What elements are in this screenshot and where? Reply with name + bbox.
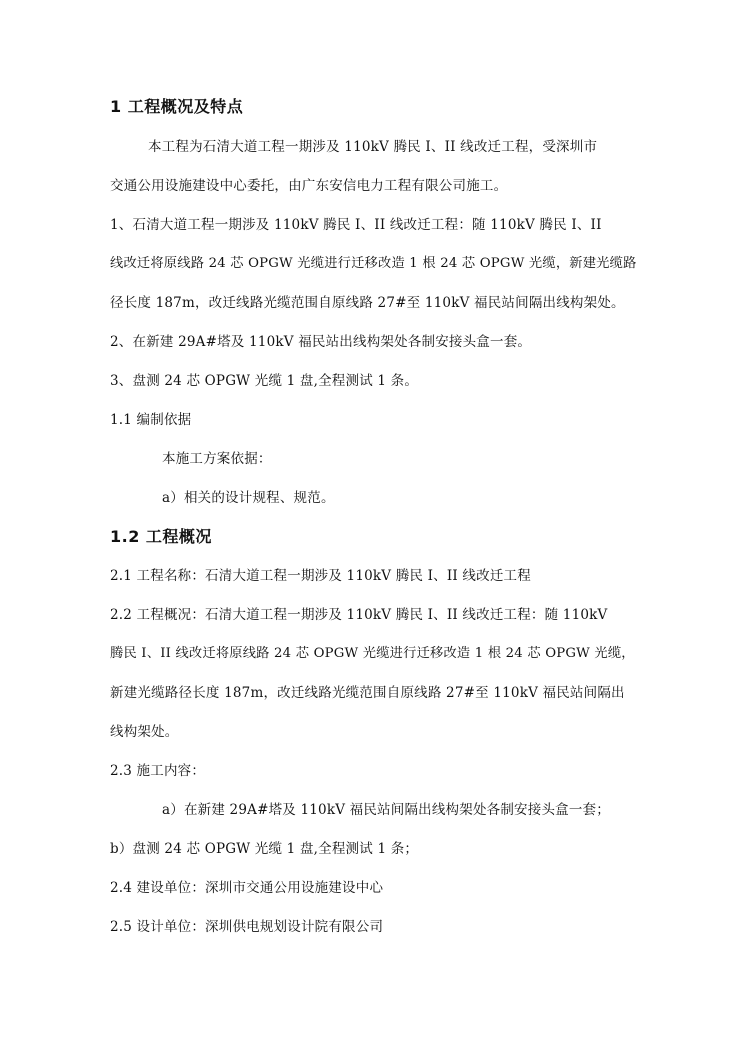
- item-1-line-1: 1、石清大道工程一期涉及 110kV 腾民 I、II 线改迁工程：随 110kV 腾民 I、II: [110, 217, 602, 233]
- item-1-line-3: 径长度 187m，改迁线路光缆范围自原线路 27#至 110kV 福民站间隔出线构架处。: [110, 295, 625, 311]
- project-name: 2.1 工程名称：石清大道工程一期涉及 110kV 腾民 I、II 线改迁工程: [110, 568, 531, 584]
- construction-content-b: b）盘测 24 芯 OPGW 光缆 1 盘,全程测试 1 条；: [110, 841, 419, 857]
- design-unit: 2.5 设计单位：深圳供电规划设计院有限公司: [110, 919, 384, 935]
- basis-item-a: a）相关的设计规程、规范。: [162, 490, 335, 506]
- item-3: 3、盘测 24 芯 OPGW 光缆 1 盘,全程测试 1 条。: [110, 373, 419, 389]
- basis-intro: 本施工方案依据：: [162, 451, 272, 467]
- intro-paragraph-line-1: 本工程为石清大道工程一期涉及 110kV 腾民 I、II 线改迁工程，受深圳市: [148, 139, 598, 155]
- project-overview-line-3: 新建光缆路径长度 187m，改迁线路光缆范围自原线路 27#至 110kV 福民站间隔出: [110, 685, 625, 701]
- project-overview-line-1: 2.2 工程概况：石清大道工程一期涉及 110kV 腾民 I、II 线改迁工程：随 110kV: [110, 607, 608, 623]
- project-overview-line-4: 线构架处。: [110, 724, 179, 740]
- construction-content-label: 2.3 施工内容：: [110, 763, 206, 779]
- section-1-2-heading: 1.2 工程概况: [110, 527, 212, 546]
- intro-paragraph-line-2: 交通公用设施建设中心委托，由广东安信电力工程有限公司施工。: [110, 178, 508, 194]
- item-2: 2、在新建 29A#塔及 110kV 福民站出线构架处各制安接头盒一套。: [110, 334, 532, 350]
- project-overview-line-2: 腾民 I、II 线改迁将原线路 24 芯 OPGW 光缆进行迁移改造 1 根 24 芯 OPGW 光缆，: [110, 646, 635, 661]
- section-1-1-heading: 1.1 编制依据: [110, 412, 192, 428]
- construction-content-a: a）在新建 29A#塔及 110kV 福民站间隔出线构架处各制安接头盒一套；: [162, 802, 610, 818]
- item-1-line-2: 线改迁将原线路 24 芯 OPGW 光缆进行迁移改造 1 根 24 芯 OPGW 光缆，新建光缆路: [110, 256, 637, 271]
- construction-unit: 2.4 建设单位：深圳市交通公用设施建设中心: [110, 880, 384, 896]
- section-1-heading: 1 工程概况及特点: [110, 97, 244, 116]
